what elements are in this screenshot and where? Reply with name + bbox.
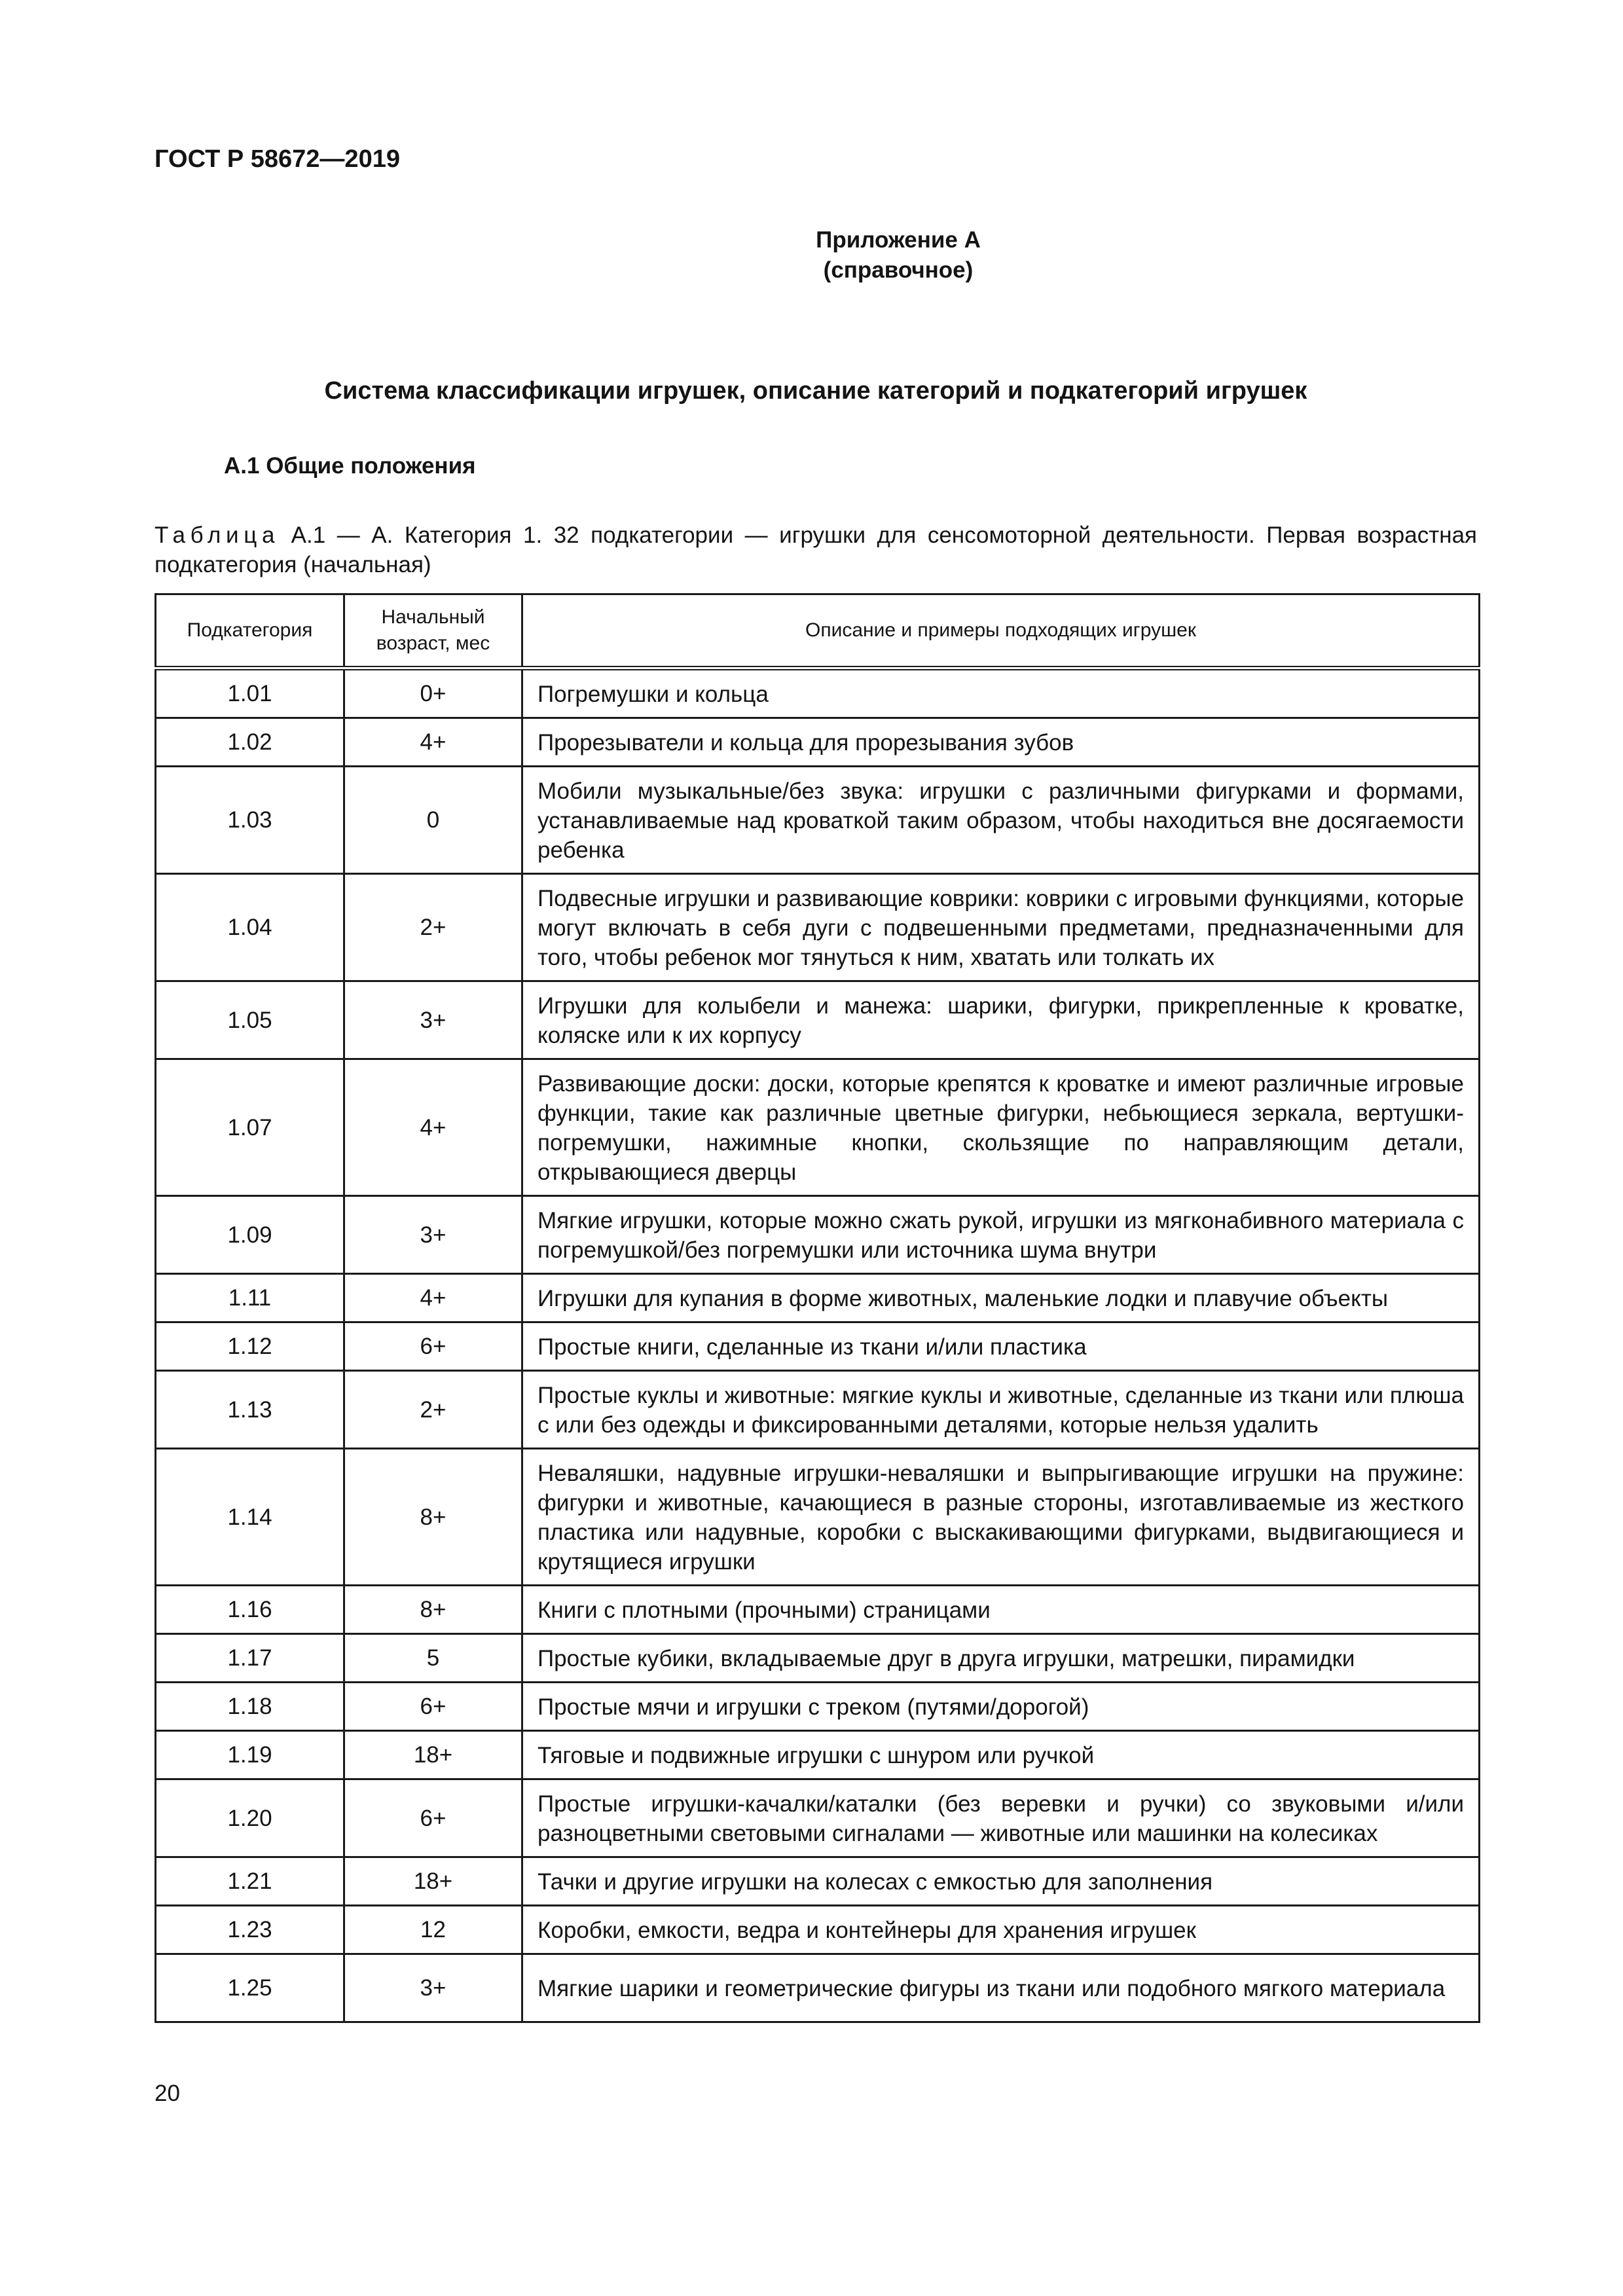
document-id: ГОСТ Р 58672—2019 [155,145,400,173]
table-row [156,1683,1480,1731]
table-row [156,874,1480,981]
subcategory-cell: 1.14 [156,1449,344,1586]
start-age-cell: 3+ [344,1954,522,2022]
table-header-row [156,594,1480,668]
subcategory-cell: 1.20 [156,1779,344,1857]
subcategory-cell: 1.17 [156,1634,344,1683]
subcategory-cell: 1.16 [156,1586,344,1634]
subcategory-cell: 1.19 [156,1731,344,1779]
subcategory-cell: 1.12 [156,1322,344,1371]
subcategory-cell: 1.23 [156,1906,344,1954]
header-description: Описание и примеры подходящих игрушек [522,594,1480,668]
description-cell: Тяговые и подвижные игрушки с шнуром или ручкой [522,1731,1480,1779]
table-body [156,668,1480,2022]
appendix-heading [0,225,1623,285]
subcategory-cell: 1.21 [156,1857,344,1906]
page-number: 20 [155,2081,180,2106]
start-age-cell: 8+ [344,1449,522,1586]
table-row [156,1371,1480,1449]
description-cell: Коробки, емкости, ведра и контейнеры для хранения игрушек [522,1906,1480,1954]
description-cell: Игрушки для купания в форме животных, маленькие лодки и плавучие объекты [522,1274,1480,1322]
subcategory-cell: 1.11 [156,1274,344,1322]
document-title: Система классификации игрушек, описание категорий и подкатегорий игрушек [324,377,1307,405]
table-row [156,1857,1480,1906]
table-caption-text: А.1 — А. Категория 1. 32 подкатегории — игрушки для сенсомоторной деятельности. Первая возрастная подкатегория (начальная) [155,522,1477,577]
table-row [156,1322,1480,1371]
description-cell: Простые куклы и животные: мягкие куклы и животные, сделанные из ткани или плюша с или без одежды и фиксированными деталями, которые нельзя удалить [522,1371,1480,1449]
appendix-title: Приложение А [816,227,981,253]
table-row [156,767,1480,874]
header-start-age: Начальный возраст, мес [344,594,522,668]
table-row [156,1906,1480,1954]
description-cell: Простые мячи и игрушки с треком (путями/дорогой) [522,1683,1480,1731]
start-age-cell: 2+ [344,874,522,981]
description-cell: Мягкие игрушки, которые можно сжать рукой, игрушки из мягконабивного материала с погремушкой/без погремушки или источника шума внутри [522,1196,1480,1274]
table-row [156,1059,1480,1196]
subcategory-cell: 1.13 [156,1371,344,1449]
description-cell: Погремушки и кольца [522,668,1480,718]
start-age-cell: 4+ [344,718,522,767]
start-age-cell: 3+ [344,1196,522,1274]
start-age-cell: 4+ [344,1059,522,1196]
table-row [156,1634,1480,1683]
description-cell: Тачки и другие игрушки на колесах с емкостью для заполнения [522,1857,1480,1906]
table-row [156,1274,1480,1322]
subcategory-cell: 1.03 [156,767,344,874]
start-age-cell: 0 [344,767,522,874]
start-age-cell: 6+ [344,1683,522,1731]
subcategory-cell: 1.05 [156,981,344,1059]
subcategory-cell: 1.18 [156,1683,344,1731]
start-age-cell: 5 [344,1634,522,1683]
description-cell: Простые книги, сделанные из ткани и/или пластика [522,1322,1480,1371]
start-age-cell: 18+ [344,1857,522,1906]
subcategory-cell: 1.02 [156,718,344,767]
description-cell: Развивающие доски: доски, которые крепятся к кроватке и имеют различные игровые функции, такие как различные цветные фигурки, небьющиеся зеркала, вертушки-погремушки, нажимные кнопки, скользящие по направляющим детали, открывающиеся дверцы [522,1059,1480,1196]
start-age-cell: 12 [344,1906,522,1954]
description-cell: Мобили музыкальные/без звука: игрушки с различными фигурками и формами, устанавливаемые над кроваткой таким образом, чтобы находиться вне досягаемости ребенка [522,767,1480,874]
description-cell: Прорезыватели и кольца для прорезывания зубов [522,718,1480,767]
start-age-cell: 4+ [344,1274,522,1322]
subcategory-cell: 1.01 [156,668,344,718]
description-cell: Книги с плотными (прочными) страницами [522,1586,1480,1634]
section-heading: А.1 Общие положения [224,453,476,479]
table-caption [155,520,1477,579]
description-cell: Простые кубики, вкладываемые друг в друга игрушки, матрешки, пирамидки [522,1634,1480,1683]
description-cell: Мягкие шарики и геометрические фигуры из ткани или подобного мягкого материала [522,1954,1480,2022]
table-row [156,1196,1480,1274]
table-row [156,1449,1480,1586]
subcategory-cell: 1.09 [156,1196,344,1274]
start-age-cell: 18+ [344,1731,522,1779]
start-age-cell: 2+ [344,1371,522,1449]
subcategory-cell: 1.25 [156,1954,344,2022]
appendix-subtitle: (справочное) [823,257,974,283]
table-row [156,1586,1480,1634]
table-row [156,1954,1480,2022]
subcategory-cell: 1.04 [156,874,344,981]
table-caption-label: Таблица [155,522,280,548]
start-age-cell: 3+ [344,981,522,1059]
subcategory-cell: 1.07 [156,1059,344,1196]
classification-table [155,593,1480,2023]
description-cell: Простые игрушки-качалки/каталки (без веревки и ручки) со звуковыми и/или разноцветными световыми сигналами — животные или машинки на колесиках [522,1779,1480,1857]
start-age-cell: 6+ [344,1322,522,1371]
start-age-cell: 8+ [344,1586,522,1634]
description-cell: Неваляшки, надувные игрушки-неваляшки и выпрыгивающие игрушки на пружине: фигурки и животные, качающиеся в разные стороны, изготавливаемые из жесткого пластика или надувные, коробки с выскакивающими фигурками, выдвигающиеся и крутящиеся игрушки [522,1449,1480,1586]
description-cell: Игрушки для колыбели и манежа: шарики, фигурки, прикрепленные к кроватке, коляске или к их корпусу [522,981,1480,1059]
start-age-cell: 6+ [344,1779,522,1857]
table-row [156,668,1480,718]
table-row [156,1731,1480,1779]
start-age-cell: 0+ [344,668,522,718]
table-row [156,718,1480,767]
table-row [156,981,1480,1059]
header-subcategory: Подкатегория [156,594,344,668]
description-cell: Подвесные игрушки и развивающие коврики: коврики с игровыми функциями, которые могут включать в себя дуги с подвешенными предметами, предназначенными для того, чтобы ребенок мог тянуться к ним, хватать или толкать их [522,874,1480,981]
table-row [156,1779,1480,1857]
